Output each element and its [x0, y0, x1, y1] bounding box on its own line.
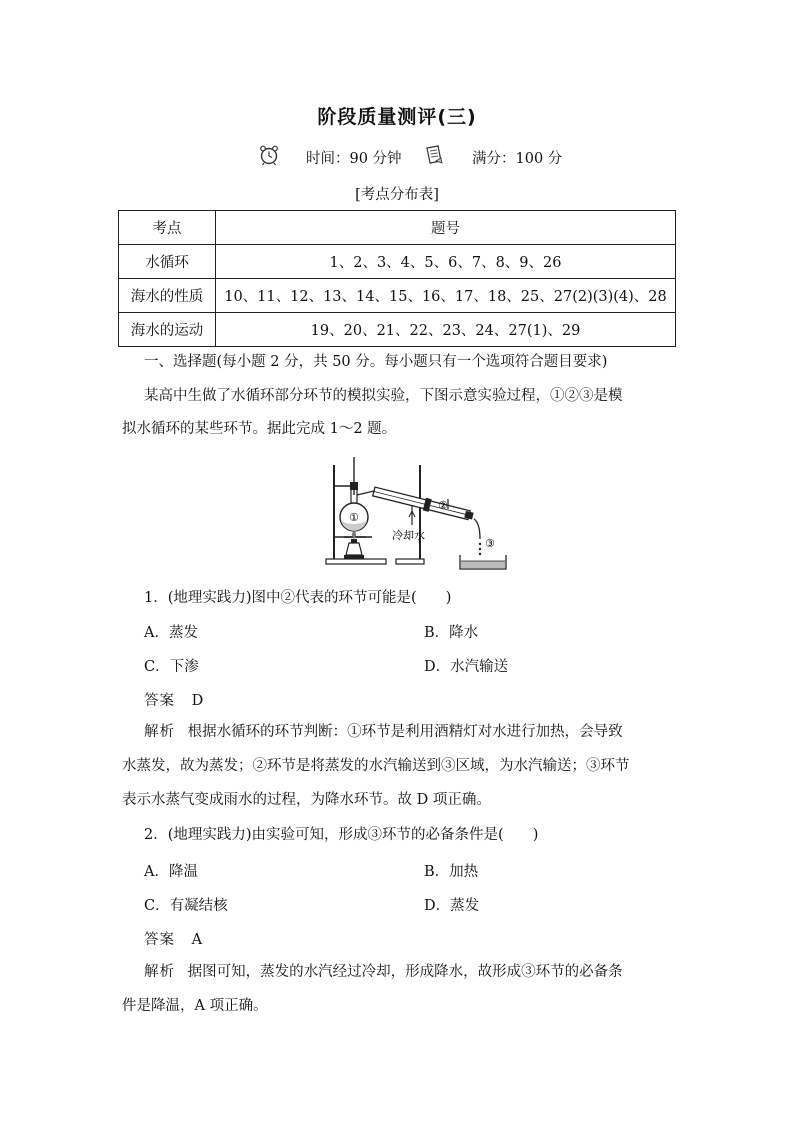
table-header-topic: 考点	[119, 211, 216, 245]
table-cell-questions: 1、2、3、4、5、6、7、8、9、26	[216, 245, 676, 279]
section-heading: 一、选择题(每小题 2 分，共 50 分。每小题只有一个选项符合题目要求)	[144, 354, 608, 370]
cooling-water-label: 冷却水	[392, 529, 425, 542]
analysis-label: 解析	[144, 724, 175, 740]
exam-meta	[0, 144, 794, 168]
table-cell-topic: 海水的性质	[119, 279, 216, 313]
question-1-answer	[144, 689, 203, 710]
table-row	[119, 313, 676, 347]
table-row	[119, 245, 676, 279]
topic-distribution-table	[118, 210, 676, 347]
analysis-text: 根据水循环的环节判断：①环节是利用酒精灯对水进行加热，会导致	[187, 724, 623, 740]
question-stem-line: 拟水循环的某些环节。据此完成 1～2 题。	[122, 421, 397, 437]
question-1-option-a: A．蒸发	[144, 625, 198, 641]
question-2-option-d: D．蒸发	[424, 898, 480, 914]
question-1-option-c: C．下渗	[144, 659, 199, 675]
question-2-option-a: A．降温	[144, 864, 198, 880]
table-cell-topic: 水循环	[119, 245, 216, 279]
table-header-questions: 题号	[216, 211, 676, 245]
question-1-analysis	[144, 716, 704, 749]
question-stem-line: 某高中生做了水循环部分环节的模拟实验，下图示意实验过程，①②③是模	[144, 388, 623, 404]
exam-time: 时间：90 分钟	[306, 151, 402, 167]
answer-label: 答案	[144, 693, 175, 709]
question-2-analysis-line: 件是降温，A 项正确。	[122, 998, 268, 1014]
table-cell-topic: 海水的运动	[119, 313, 216, 347]
analysis-label: 解析	[144, 964, 175, 980]
page-title: 阶段质量测评(三)	[317, 106, 477, 128]
label-1: ①	[349, 511, 359, 524]
table-cell-questions: 19、20、21、22、23、24、27(1)、29	[216, 313, 676, 347]
question-2-analysis	[144, 956, 704, 989]
analysis-text: 据图可知，蒸发的水汽经过冷却，形成降水，故形成③环节的必备条	[187, 964, 623, 980]
question-2-answer	[144, 928, 202, 949]
question-1-option-d: D．水汽输送	[424, 659, 509, 675]
question-1-analysis-line: 水蒸发，故为蒸发；②环节是将蒸发的水汽输送到③区域，为水汽输送；③环节	[122, 758, 630, 774]
question-2-option-c: C．有凝结核	[144, 898, 228, 914]
table-caption: [考点分布表]	[355, 187, 439, 203]
answer-value: D	[191, 693, 204, 709]
exam-full-score: 满分：100 分	[472, 151, 563, 167]
question-2-stem: 2．(地理实践力)由实验可知，形成③环节的必备条件是( )	[144, 827, 539, 843]
question-2-option-b: B．加热	[424, 864, 479, 880]
question-1-option-b: B．降水	[424, 625, 479, 641]
answer-label: 答案	[144, 932, 175, 948]
exam-paper-icon	[424, 144, 444, 166]
label-2: ②	[438, 499, 448, 512]
table-header-row	[119, 211, 676, 245]
answer-value: A	[191, 932, 203, 948]
question-1-analysis-line: 表示水蒸气变成雨水的过程，为降水环节。故 D 项正确。	[122, 792, 491, 808]
alarm-clock-icon	[258, 144, 280, 166]
label-3: ③	[485, 537, 495, 550]
table-cell-questions: 10、11、12、13、14、15、16、17、18、25、27(2)(3)(4)、28	[216, 279, 676, 313]
distillation-experiment-figure	[322, 455, 510, 573]
question-1-stem: 1．(地理实践力)图中②代表的环节可能是( )	[144, 590, 452, 606]
table-row	[119, 279, 676, 313]
